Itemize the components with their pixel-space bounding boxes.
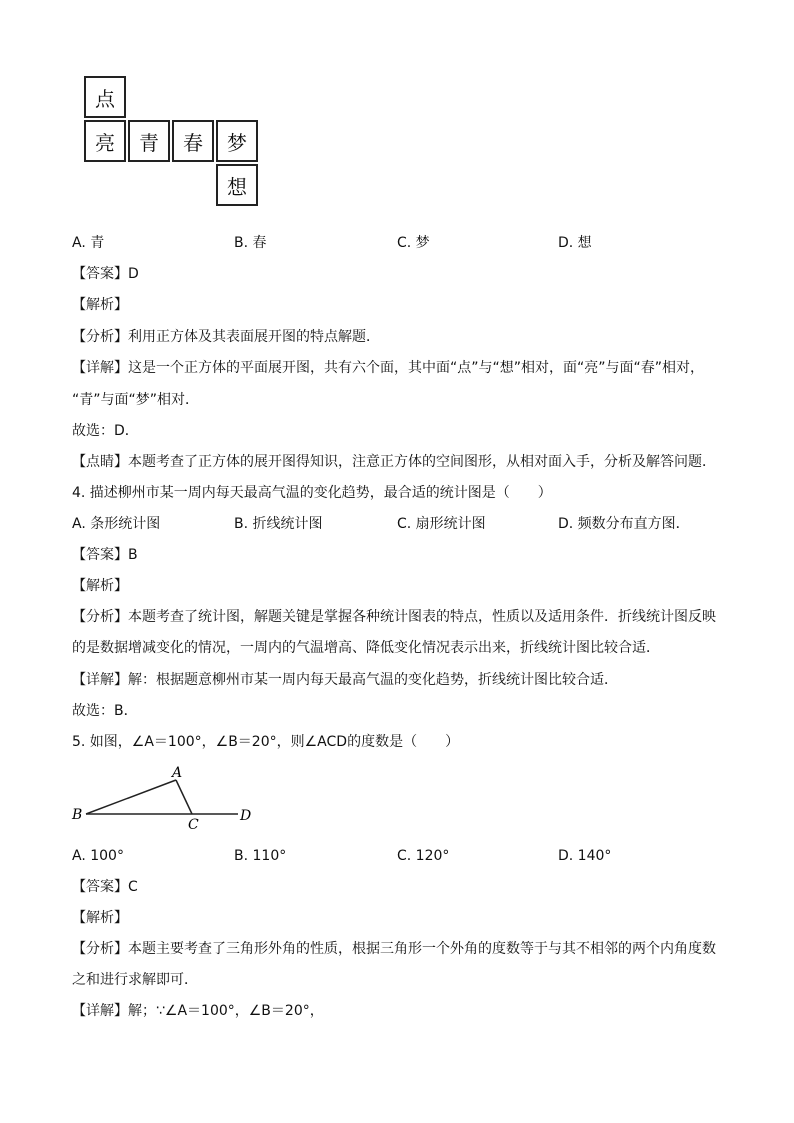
question-4: 4. 描述柳州市某一周内每天最高气温的变化趋势，最合适的统计图是（ ）: [72, 485, 552, 501]
analysis-line: 的是数据增减变化的情况，一周内的气温增高、降低变化情况表示出来，折线统计图比较合适．: [72, 640, 660, 656]
label-a: A: [172, 765, 183, 781]
detail-line: 【详解】这是一个正方体的平面展开图，共有六个面，其中面“点”与“想”相对，面“亮”与面“春”相对，: [72, 360, 705, 376]
detail-line: “青”与面“梦”相对．: [72, 392, 200, 408]
net-cell: 春: [172, 120, 214, 162]
option-b: B. 春: [234, 235, 267, 251]
net-cell: 想: [216, 164, 258, 206]
option-d: D. 想: [558, 235, 592, 251]
choose-line: 故选：D．: [72, 423, 139, 439]
jiexi-heading: 【解析】: [72, 297, 128, 313]
option-a: A. 条形统计图: [72, 516, 161, 532]
choose-line: 故选：B．: [72, 703, 138, 719]
analysis-line: 【分析】本题主要考查了三角形外角的性质，根据三角形一个外角的度数等于与其不相邻的两个内角度数: [72, 941, 716, 957]
detail-line: 【详解】解：根据题意柳州市某一周内每天最高气温的变化趋势，折线统计图比较合适．: [72, 672, 618, 688]
side-ac: [176, 780, 192, 814]
option-c: C. 120°: [397, 848, 450, 864]
net-cell: 梦: [216, 120, 258, 162]
net-cell: 点: [84, 76, 126, 118]
side-ab: [86, 780, 176, 814]
option-b: B. 110°: [234, 848, 287, 864]
analysis-line: 【分析】本题考查了统计图，解题关键是掌握各种统计图表的特点，性质以及适用条件．折线统计图反映: [72, 609, 716, 625]
net-cell: 亮: [84, 120, 126, 162]
option-a: A. 100°: [72, 848, 124, 864]
jiexi-heading: 【解析】: [72, 910, 128, 926]
option-c: C. 梦: [397, 235, 430, 251]
analysis-line: 【分析】利用正方体及其表面展开图的特点解题．: [72, 329, 380, 345]
option-a: A. 青: [72, 235, 105, 251]
net-cell: 青: [128, 120, 170, 162]
triangle-figure: [68, 762, 268, 832]
option-b: B. 折线统计图: [234, 516, 323, 532]
jiexi-heading: 【解析】: [72, 578, 128, 594]
label-b: B: [72, 807, 83, 823]
question-5: 5. 如图，∠A＝100°，∠B＝20°，则∠ACD的度数是（ ）: [72, 734, 460, 750]
option-c: C. 扇形统计图: [397, 516, 486, 532]
label-c: C: [188, 817, 199, 832]
answer-line: 【答案】D: [72, 266, 139, 282]
comment-line: 【点睛】本题考查了正方体的展开图得知识，注意正方体的空间图形，从相对面入手，分析及解答问题．: [72, 454, 716, 470]
analysis-line: 之和进行求解即可．: [72, 972, 198, 988]
detail-line: 【详解】解；∵∠A＝100°，∠B＝20°，: [72, 1003, 324, 1019]
answer-line: 【答案】C: [72, 879, 138, 895]
label-d: D: [240, 808, 252, 824]
answer-line: 【答案】B: [72, 547, 138, 563]
option-d: D. 140°: [558, 848, 612, 864]
option-d: D. 频数分布直方图．: [558, 516, 690, 532]
